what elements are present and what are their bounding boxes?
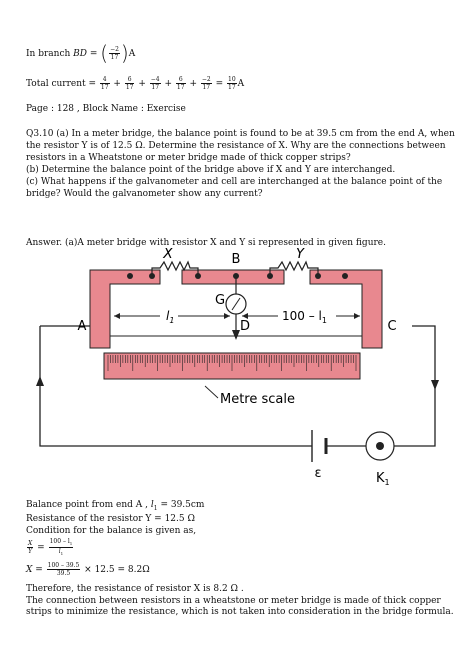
- branch-bd-equation: [26, 41, 136, 65]
- question-b: (b) Determine the balance point of the bridge above if X and Y are interchanged.: [26, 165, 396, 175]
- ratio-equation: [26, 538, 74, 557]
- plus-1: +: [113, 79, 121, 89]
- plus-3: +: [164, 79, 173, 89]
- answer-intro: Answer. (a)A meter bridge with resistor X and Y si represented in given figure.: [26, 238, 386, 248]
- x-tail: × 12.5 = 8.2Ω: [81, 565, 150, 575]
- jockey-tip: [232, 330, 240, 340]
- branch-unit: A: [128, 49, 136, 59]
- branch-eq: =: [86, 49, 101, 59]
- label-metre-scale: Metre scale: [220, 392, 295, 407]
- arrowhead: [114, 313, 120, 319]
- label-g: G: [214, 293, 226, 308]
- plus-4: +: [189, 79, 197, 89]
- total-label: Total current =: [26, 79, 99, 89]
- term-3: $\frac{-4}{17}$: [150, 76, 160, 91]
- arrowhead: [354, 313, 360, 319]
- ratio-eq: =: [37, 543, 45, 554]
- term-result: $\frac{10}{17}$: [228, 76, 236, 91]
- label-c: C: [387, 319, 397, 334]
- balance-sub: 1: [153, 504, 158, 512]
- paren-open: (: [100, 41, 109, 65]
- term-2: $\frac{6}{17}$: [125, 76, 134, 91]
- terminal-dot: [342, 273, 348, 279]
- page-reference: Page : 128 , Block Name : Exercise: [26, 104, 186, 114]
- x-fraction: $\frac{100 - 39.5}{39.5}$: [47, 562, 80, 577]
- question-c: (c) What happens if the galvanometer and cell are interchanged at the balance point of the bridge? Would the galvanometer show any current?: [26, 177, 443, 199]
- condition-line: Condition for the balance is given as,: [26, 526, 197, 536]
- total-current-equation: [26, 76, 244, 91]
- plus-2: +: [138, 79, 146, 89]
- x-lhs: X =: [26, 565, 46, 575]
- label-x: X: [163, 248, 173, 262]
- ratio-rhs: $\frac{100 - l_1}{l_1}$: [49, 538, 73, 557]
- balance-var: l: [150, 500, 154, 510]
- resistance-y-line: Resistance of the resistor Y = 12.5 Ω: [26, 514, 195, 524]
- current-arrow-right: [431, 380, 439, 390]
- therefore-line: Therefore, the resistance of resistor X is 8.2 Ω .: [26, 584, 244, 594]
- total-unit: A: [237, 79, 245, 89]
- terminal-dot: [127, 273, 133, 279]
- question-block: [26, 128, 456, 200]
- term-4: $\frac{6}{17}$: [176, 76, 185, 91]
- branch-var: BD: [73, 49, 87, 59]
- current-arrow-left: [36, 376, 44, 386]
- balance-prefix: Balance point from end A ,: [26, 500, 151, 510]
- branch-prefix: In branch: [26, 49, 74, 59]
- arrowhead: [224, 313, 230, 319]
- term-1: $\frac{4}{17}$: [100, 76, 109, 91]
- paren-close: ): [120, 41, 129, 65]
- conclusion-paragraph: The connection between resistors in a wheatstone or meter bridge is made of thick copper strips to minimize the resistance, which is not taken into consideration in the bridge formula.: [26, 596, 454, 617]
- balance-value: = 39.5cm: [157, 500, 205, 510]
- label-100-l1: $100 - l_1$: [282, 309, 327, 325]
- question-a: Q3.10 (a) In a meter bridge, the balance point is found to be at 39.5 cm from the end A, when the resistor Y is of 12.5 Ω. Determine the resistance of X. Why are the connections between resistors in a Wheatstone or meter bridge made of thick copper strips?: [26, 129, 455, 163]
- balance-point-line: [26, 500, 204, 514]
- label-d: D: [239, 319, 251, 334]
- meter-bridge-figure: [0, 248, 474, 490]
- label-k1: $K_1$: [376, 471, 390, 487]
- equals: =: [215, 79, 224, 89]
- label-epsilon: ε: [314, 466, 322, 481]
- label-b: B: [231, 252, 241, 267]
- label-y: Y: [295, 248, 305, 262]
- branch-fraction: $\frac{-2}{17}$: [110, 46, 119, 61]
- label-l1: $l_1$: [166, 309, 175, 325]
- key-plug: [376, 442, 384, 450]
- x-calculation: [26, 562, 150, 577]
- label-a: A: [77, 319, 87, 334]
- ratio-lhs: $\frac{X}{Y}$: [28, 540, 33, 556]
- term-5: $\frac{-2}{17}$: [201, 76, 211, 91]
- scale-pointer: [205, 386, 218, 398]
